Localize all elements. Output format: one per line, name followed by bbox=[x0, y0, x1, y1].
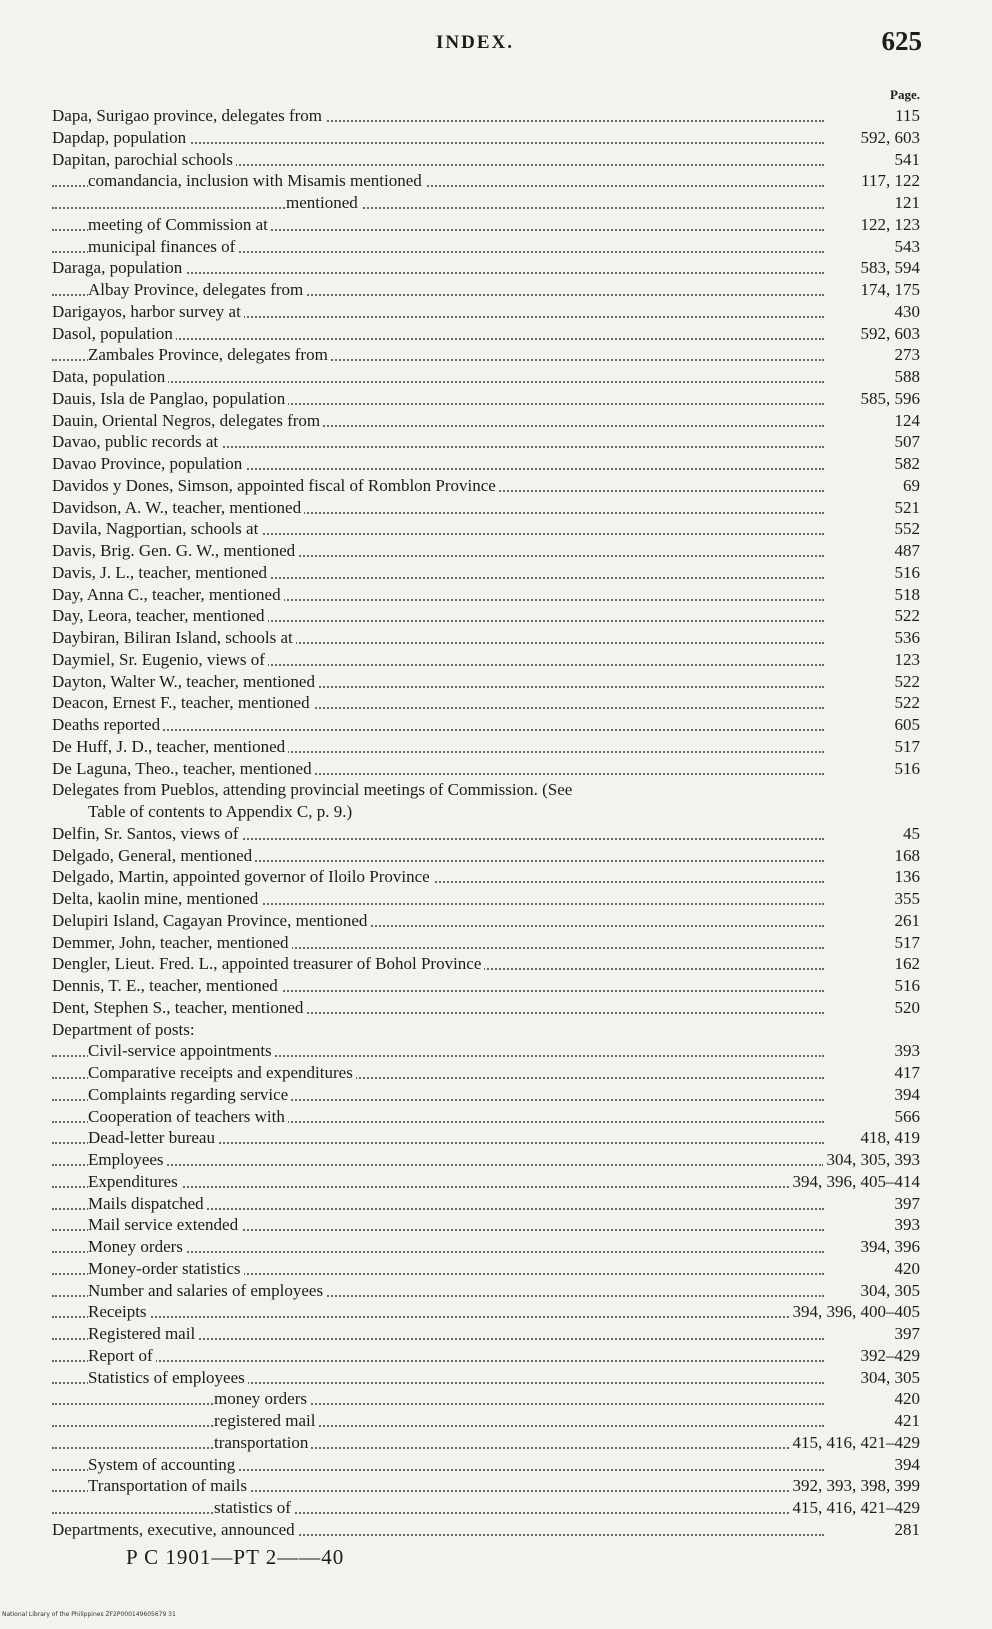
entry-page-ref: 117, 122 bbox=[857, 170, 920, 192]
dot-leader bbox=[52, 1403, 824, 1405]
entry-page-ref: 121 bbox=[891, 192, 921, 214]
entry-text: Davila, Nagportian, schools at bbox=[52, 519, 261, 538]
entry-text: Mails dispatched bbox=[88, 1194, 207, 1213]
entry-text: Receipts bbox=[88, 1302, 150, 1321]
entry-page-ref: 605 bbox=[891, 714, 921, 736]
dot-leader bbox=[52, 1164, 824, 1166]
entry-text: meeting of Commission at bbox=[88, 215, 271, 234]
index-entry bbox=[52, 866, 920, 888]
entry-text: Mail service extended bbox=[88, 1215, 241, 1234]
index-entry bbox=[52, 736, 920, 758]
entry-page-ref: 45 bbox=[899, 823, 920, 845]
entry-page-ref: 520 bbox=[891, 997, 921, 1019]
entry-page-ref: 588 bbox=[891, 366, 921, 388]
index-entry bbox=[52, 214, 920, 236]
entry-text: Number and salaries of employees bbox=[88, 1281, 326, 1300]
entry-page-ref: 543 bbox=[891, 236, 921, 258]
entry-page-ref: 582 bbox=[891, 453, 921, 475]
entry-page-ref: 541 bbox=[891, 149, 921, 171]
index-entry bbox=[52, 714, 920, 736]
index-entry bbox=[52, 366, 920, 388]
entry-page-ref: 122, 123 bbox=[857, 214, 921, 236]
index-entry bbox=[52, 1019, 920, 1041]
index-entry bbox=[52, 1236, 920, 1258]
entry-page-ref: 521 bbox=[891, 497, 921, 519]
index-entry bbox=[52, 1454, 920, 1476]
entry-text: Darigayos, harbor survey at bbox=[52, 302, 244, 321]
index-entry bbox=[52, 497, 920, 519]
entry-text: Davao, public records at bbox=[52, 432, 221, 451]
entry-page-ref: 397 bbox=[891, 1193, 921, 1215]
entry-page-ref: 583, 594 bbox=[857, 257, 921, 279]
index-entry bbox=[52, 649, 920, 671]
index-entry bbox=[52, 910, 920, 932]
entry-text: De Laguna, Theo., teacher, mentioned bbox=[52, 759, 315, 778]
entry-text: Cooperation of teachers with bbox=[88, 1107, 288, 1126]
entry-page-ref: 592, 603 bbox=[857, 323, 921, 345]
entry-text: Employees bbox=[88, 1150, 167, 1169]
index-entry bbox=[52, 105, 920, 127]
entry-text: Money orders bbox=[88, 1237, 186, 1256]
entry-page-ref: 522 bbox=[891, 605, 921, 627]
entry-text: Statistics of employees bbox=[88, 1368, 248, 1387]
entry-text: statistics of bbox=[214, 1498, 294, 1517]
index-entry bbox=[52, 170, 920, 192]
index-entry bbox=[52, 584, 920, 606]
index-entry-list bbox=[52, 105, 920, 1541]
entry-text: Daymiel, Sr. Eugenio, views of bbox=[52, 650, 268, 669]
index-entry bbox=[52, 518, 920, 540]
index-entry bbox=[52, 1475, 920, 1497]
dot-leader bbox=[52, 1316, 824, 1318]
entry-page-ref: 124 bbox=[891, 410, 921, 432]
entry-text: Complaints regarding service bbox=[88, 1085, 291, 1104]
index-entry bbox=[52, 1258, 920, 1280]
entry-text: Delegates from Pueblos, attending provincial meetings of Commission. (See bbox=[52, 780, 575, 799]
entry-text: Departments, executive, announced bbox=[52, 1520, 298, 1539]
entry-page-ref: 420 bbox=[891, 1388, 921, 1410]
index-entry bbox=[52, 540, 920, 562]
entry-page-ref: 592, 603 bbox=[857, 127, 921, 149]
entry-page-ref: 397 bbox=[891, 1323, 921, 1345]
index-entry bbox=[52, 627, 920, 649]
entry-text: Dapa, Surigao province, delegates from bbox=[52, 106, 325, 125]
entry-text: Davidos y Dones, Simson, appointed fiscal of Romblon Province bbox=[52, 476, 499, 495]
index-entry bbox=[52, 1367, 920, 1389]
entry-page-ref: 69 bbox=[899, 475, 920, 497]
entry-page-ref: 418, 419 bbox=[857, 1127, 921, 1149]
index-entry bbox=[52, 388, 920, 410]
index-entry bbox=[52, 997, 920, 1019]
index-entry bbox=[52, 975, 920, 997]
index-entry bbox=[52, 1084, 920, 1106]
entry-text: Daybiran, Biliran Island, schools at bbox=[52, 628, 296, 647]
entry-text: Davis, Brig. Gen. G. W., mentioned bbox=[52, 541, 298, 560]
entry-page-ref: 355 bbox=[891, 888, 921, 910]
index-entry bbox=[52, 845, 920, 867]
index-entry bbox=[52, 1323, 920, 1345]
index-entry bbox=[52, 801, 920, 823]
entry-page-ref: 162 bbox=[891, 953, 921, 975]
entry-page-ref: 430 bbox=[891, 301, 921, 323]
entry-text: Demmer, John, teacher, mentioned bbox=[52, 933, 292, 952]
index-entry bbox=[52, 758, 920, 780]
entry-page-ref: 566 bbox=[891, 1106, 921, 1128]
entry-page-ref: 394 bbox=[891, 1454, 921, 1476]
entry-text: Dauis, Isla de Panglao, population bbox=[52, 389, 288, 408]
entry-text: Dapitan, parochial schools bbox=[52, 150, 236, 169]
page-column-label: Page. bbox=[890, 87, 920, 102]
entry-text: Davis, J. L., teacher, mentioned bbox=[52, 563, 270, 582]
entry-page-ref: 174, 175 bbox=[857, 279, 921, 301]
entry-page-ref: 273 bbox=[891, 344, 921, 366]
index-entry bbox=[52, 1171, 920, 1193]
index-entry bbox=[52, 1193, 920, 1215]
entry-page-ref: 393 bbox=[891, 1214, 921, 1236]
index-entry bbox=[52, 431, 920, 453]
entry-page-ref: 421 bbox=[891, 1410, 921, 1432]
entry-text: Daraga, population bbox=[52, 258, 185, 277]
entry-text: Dasol, population bbox=[52, 324, 176, 343]
entry-text: Zambales Province, delegates from bbox=[88, 345, 331, 364]
entry-page-ref: 536 bbox=[891, 627, 921, 649]
dot-leader bbox=[52, 1447, 824, 1449]
entry-page-ref: 304, 305 bbox=[857, 1280, 921, 1302]
entry-text: Davao Province, population bbox=[52, 454, 245, 473]
entry-page-ref: 417 bbox=[891, 1062, 921, 1084]
entry-text: Data, population bbox=[52, 367, 168, 386]
entry-page-ref: 304, 305, 393 bbox=[823, 1149, 921, 1171]
page-title: INDEX. bbox=[436, 32, 514, 53]
index-entry bbox=[52, 149, 920, 171]
entry-page-ref: 393 bbox=[891, 1040, 921, 1062]
entry-page-ref: 261 bbox=[891, 910, 921, 932]
entry-text: Dengler, Lieut. Fred. L., appointed treasurer of Bohol Province bbox=[52, 954, 484, 973]
entry-text: Dennis, T. E., teacher, mentioned bbox=[52, 976, 281, 995]
entry-text: money orders bbox=[214, 1389, 310, 1408]
entry-page-ref: 522 bbox=[891, 671, 921, 693]
entry-page-ref: 517 bbox=[891, 932, 921, 954]
entry-page-ref: 136 bbox=[891, 866, 921, 888]
index-entry bbox=[52, 127, 920, 149]
entry-page-ref: 516 bbox=[891, 562, 921, 584]
entry-page-ref: 115 bbox=[891, 105, 920, 127]
entry-text: Delta, kaolin mine, mentioned bbox=[52, 889, 261, 908]
entry-text: Civil-service appointments bbox=[88, 1041, 275, 1060]
index-entry bbox=[52, 1127, 920, 1149]
index-entry bbox=[52, 1497, 920, 1519]
entry-page-ref: 394, 396, 400–405 bbox=[789, 1301, 921, 1323]
index-entry bbox=[52, 1062, 920, 1084]
entry-text: Day, Leora, teacher, mentioned bbox=[52, 606, 268, 625]
entry-text: Delupiri Island, Cagayan Province, mentioned bbox=[52, 911, 370, 930]
entry-text: Davidson, A. W., teacher, mentioned bbox=[52, 498, 304, 517]
entry-text: Dead-letter bureau bbox=[88, 1128, 218, 1147]
entry-text: Delfin, Sr. Santos, views of bbox=[52, 824, 242, 843]
entry-page-ref: 415, 416, 421–429 bbox=[789, 1497, 921, 1519]
entry-text: Deaths reported bbox=[52, 715, 163, 734]
index-entry bbox=[52, 671, 920, 693]
entry-text: mentioned bbox=[286, 193, 361, 212]
entry-page-ref: 123 bbox=[891, 649, 921, 671]
entry-text: Dauin, Oriental Negros, delegates from bbox=[52, 411, 323, 430]
index-entry bbox=[52, 692, 920, 714]
index-entry bbox=[52, 301, 920, 323]
entry-text: Department of posts: bbox=[52, 1020, 198, 1039]
entry-page-ref: 394 bbox=[891, 1084, 921, 1106]
entry-text: Delgado, General, mentioned bbox=[52, 846, 255, 865]
index-entry bbox=[52, 236, 920, 258]
entry-page-ref: 420 bbox=[891, 1258, 921, 1280]
index-entry bbox=[52, 323, 920, 345]
entry-page-ref: 516 bbox=[891, 975, 921, 997]
entry-text: Deacon, Ernest F., teacher, mentioned bbox=[52, 693, 313, 712]
entry-text: Transportation of mails bbox=[88, 1476, 250, 1495]
dot-leader bbox=[52, 207, 824, 209]
index-entry bbox=[52, 953, 920, 975]
index-entry bbox=[52, 1106, 920, 1128]
index-entry bbox=[52, 888, 920, 910]
entry-text: De Huff, J. D., teacher, mentioned bbox=[52, 737, 288, 756]
index-entry bbox=[52, 823, 920, 845]
entry-text: Expenditures bbox=[88, 1172, 181, 1191]
entry-page-ref: 487 bbox=[891, 540, 921, 562]
entry-page-ref: 516 bbox=[891, 758, 921, 780]
index-entry bbox=[52, 562, 920, 584]
entry-text: Dent, Stephen S., teacher, mentioned bbox=[52, 998, 306, 1017]
index-entry bbox=[52, 279, 920, 301]
entry-text: Dapdap, population bbox=[52, 128, 189, 147]
entry-page-ref: 392–429 bbox=[857, 1345, 921, 1367]
entry-page-ref: 415, 416, 421–429 bbox=[789, 1432, 921, 1454]
entry-page-ref: 394, 396, 405–414 bbox=[789, 1171, 921, 1193]
index-entry bbox=[52, 1345, 920, 1367]
index-entry bbox=[52, 257, 920, 279]
entry-text: comandancia, inclusion with Misamis mentioned bbox=[88, 171, 425, 190]
entry-text: Registered mail bbox=[88, 1324, 198, 1343]
entry-text: Comparative receipts and expenditures bbox=[88, 1063, 356, 1082]
index-entry bbox=[52, 1432, 920, 1454]
index-entry bbox=[52, 475, 920, 497]
index-entry bbox=[52, 1040, 920, 1062]
entry-text: Money-order statistics bbox=[88, 1259, 244, 1278]
dot-leader bbox=[52, 729, 824, 731]
signature-mark: P C 1901—PT 2——40 bbox=[126, 1545, 345, 1569]
entry-text: System of accounting bbox=[88, 1455, 238, 1474]
index-entry bbox=[52, 779, 920, 801]
dot-leader bbox=[52, 1425, 824, 1427]
dot-leader bbox=[52, 1512, 824, 1514]
index-entry bbox=[52, 344, 920, 366]
entry-text: Table of contents to Appendix C, p. 9.) bbox=[88, 802, 355, 821]
entry-page-ref: 585, 596 bbox=[857, 388, 921, 410]
dot-leader bbox=[52, 1360, 824, 1362]
entry-text: transportation bbox=[214, 1433, 311, 1452]
entry-text: registered mail bbox=[214, 1411, 319, 1430]
entry-page-ref: 518 bbox=[891, 584, 921, 606]
entry-text: Albay Province, delegates from bbox=[88, 280, 306, 299]
entry-page-ref: 281 bbox=[891, 1519, 921, 1541]
index-entry bbox=[52, 1214, 920, 1236]
entry-text: Dayton, Walter W., teacher, mentioned bbox=[52, 672, 318, 691]
index-entry bbox=[52, 1410, 920, 1432]
entry-text: municipal finances of bbox=[88, 237, 238, 256]
index-entry bbox=[52, 1149, 920, 1171]
index-entry bbox=[52, 932, 920, 954]
scan-credit: National Library of the Philippines ZF2P000149605679 31 bbox=[2, 1611, 176, 1618]
entry-text: Day, Anna C., teacher, mentioned bbox=[52, 585, 284, 604]
index-entry bbox=[52, 1301, 920, 1323]
entry-page-ref: 168 bbox=[891, 845, 921, 867]
index-entry bbox=[52, 1388, 920, 1410]
index-entry bbox=[52, 1519, 920, 1541]
entry-page-ref: 394, 396 bbox=[857, 1236, 921, 1258]
index-entry bbox=[52, 453, 920, 475]
index-entry bbox=[52, 410, 920, 432]
entry-page-ref: 552 bbox=[891, 518, 921, 540]
index-entry bbox=[52, 605, 920, 627]
entry-page-ref: 392, 393, 398, 399 bbox=[789, 1475, 921, 1497]
page-number: 625 bbox=[881, 26, 922, 56]
entry-page-ref: 522 bbox=[891, 692, 921, 714]
index-entry bbox=[52, 192, 920, 214]
entry-page-ref: 304, 305 bbox=[857, 1367, 921, 1389]
entry-page-ref: 517 bbox=[891, 736, 921, 758]
index-entry bbox=[52, 1280, 920, 1302]
entry-text: Delgado, Martin, appointed governor of Iloilo Province bbox=[52, 867, 433, 886]
entry-text: Report of bbox=[88, 1346, 156, 1365]
entry-page-ref: 507 bbox=[891, 431, 921, 453]
